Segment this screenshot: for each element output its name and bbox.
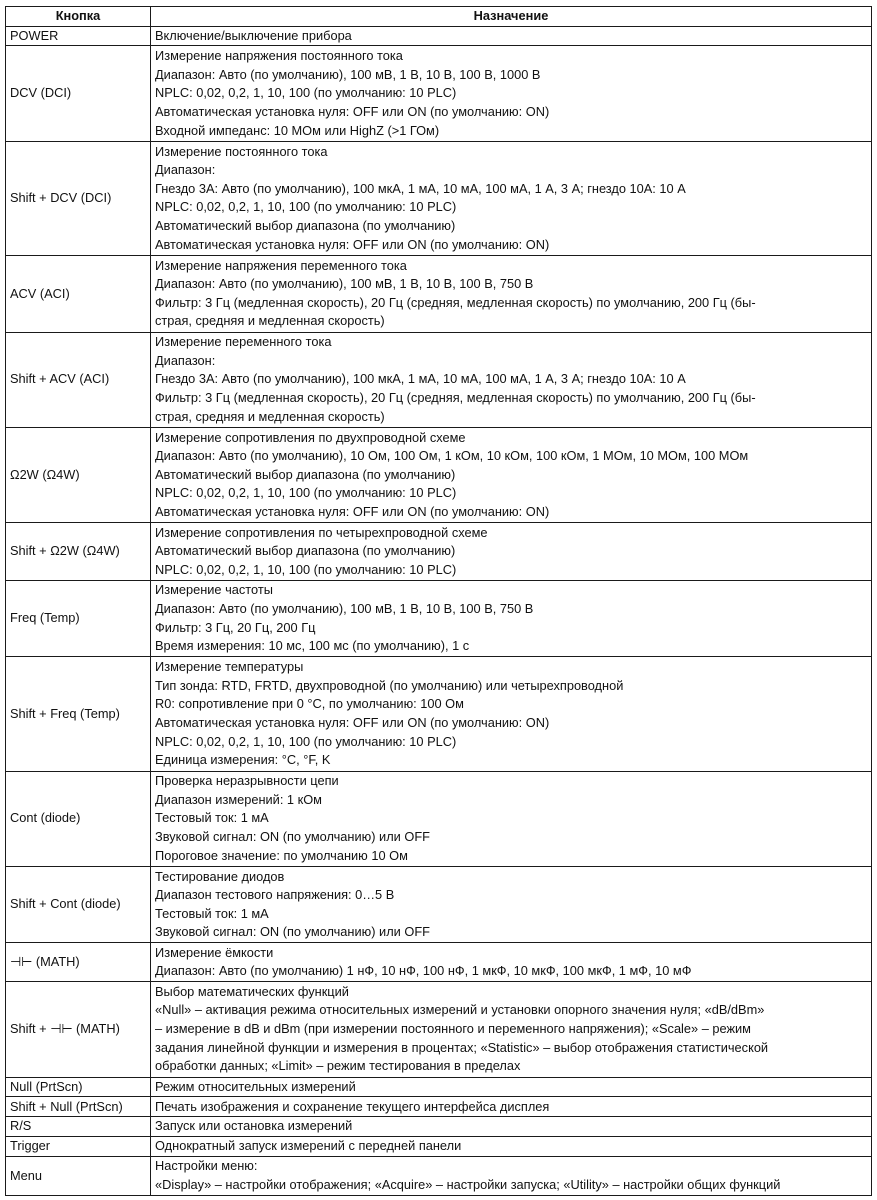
button-name-cell: R/S (6, 1117, 151, 1137)
purpose-line: Запуск или остановка измерений (155, 1118, 353, 1134)
table-row (6, 1077, 872, 1097)
purpose-line: Тестовый ток: 1 мА (155, 810, 269, 826)
purpose-line: Настройки меню: (155, 1158, 258, 1174)
table-row (6, 46, 872, 141)
purpose-cell (151, 1137, 872, 1157)
purpose-line: NPLC: 0,02, 0,2, 1, 10, 100 (по умолчанию: 10 PLC) (155, 485, 457, 501)
purpose-line: Проверка неразрывности цепи (155, 773, 339, 789)
purpose-line: Автоматический выбор диапазона (по умолчанию) (155, 466, 456, 482)
button-name-cell: Ω2W (Ω4W) (6, 427, 151, 522)
purpose-line: Единица измерения: °C, °F, K (155, 752, 331, 768)
purpose-cell (151, 427, 872, 522)
table-row (6, 427, 872, 522)
table-row (6, 1137, 872, 1157)
purpose-cell (151, 26, 872, 46)
purpose-cell (151, 256, 872, 332)
purpose-line: Автоматическая установка нуля: OFF или ON (по умолчанию: ON) (155, 103, 550, 119)
purpose-line: Тестовый ток: 1 мА (155, 905, 269, 921)
purpose-line: NPLC: 0,02, 0,2, 1, 10, 100 (по умолчанию: 10 PLC) (155, 733, 457, 749)
table-row (6, 1157, 872, 1196)
button-name-cell: ⊣⊢ (MATH) (6, 943, 151, 982)
purpose-line: Тип зонда: RTD, FRTD, двухпроводной (по умолчанию) или четырехпроводной (155, 677, 624, 693)
purpose-line: Измерение ёмкости (155, 944, 274, 960)
purpose-line: Однократный запуск измерений с передней панели (155, 1138, 462, 1154)
purpose-line: Автоматический выбор диапазона (по умолчанию) (155, 543, 456, 559)
purpose-line: задания линейной функции и измерения в процентах; «Statistic» – выбор отображения статистической (155, 1039, 769, 1055)
table-row (6, 1097, 872, 1117)
button-name-cell: Shift + Freq (Temp) (6, 657, 151, 771)
purpose-line: Фильтр: 3 Гц, 20 Гц, 200 Гц (155, 619, 316, 635)
purpose-line: Тестирование диодов (155, 868, 285, 884)
purpose-cell (151, 657, 872, 771)
table-row (6, 523, 872, 581)
table-row (6, 26, 872, 46)
purpose-line: NPLC: 0,02, 0,2, 1, 10, 100 (по умолчанию: 10 PLC) (155, 85, 457, 101)
purpose-cell (151, 943, 872, 982)
purpose-line: Входной импеданс: 10 МОм или HighZ (>1 ГОм) (155, 122, 440, 138)
button-name-cell: Shift + Ω2W (Ω4W) (6, 523, 151, 581)
purpose-line: Измерение частоты (155, 582, 273, 598)
purpose-line: Звуковой сигнал: ON (по умолчанию) или OFF (155, 924, 430, 940)
purpose-line: Время измерения: 10 мс, 100 мс (по умолчанию), 1 с (155, 638, 470, 654)
purpose-line: Диапазон: Авто (по умолчанию), 100 мВ, 1 В, 10 В, 100 В, 750 В (155, 276, 534, 292)
button-name-cell: Shift + ⊣⊢ (MATH) (6, 982, 151, 1077)
button-name-cell: Shift + Null (PrtScn) (6, 1097, 151, 1117)
purpose-line: Измерение напряжения постоянного тока (155, 48, 403, 64)
purpose-line: «Null» – активация режима относительных измерений и установки опорного значения нуля; «dB/dBm» (155, 1002, 765, 1018)
purpose-line: Режим относительных измерений (155, 1078, 356, 1094)
purpose-line: Диапазон: (155, 162, 216, 178)
purpose-line: Диапазон: Авто (по умолчанию), 100 мВ, 1 В, 10 В, 100 В, 750 В (155, 601, 534, 617)
table-row (6, 771, 872, 866)
purpose-line: Диапазон: Авто (по умолчанию), 10 Ом, 100 Ом, 1 кОм, 10 кОм, 100 кОм, 1 МОм, 10 МОм, 100 МОм (155, 448, 749, 464)
purpose-line: Диапазон: Авто (по умолчанию), 100 мВ, 1 В, 10 В, 100 В, 1000 В (155, 66, 541, 82)
button-name-cell: Cont (diode) (6, 771, 151, 866)
purpose-line: Измерение напряжения переменного тока (155, 257, 407, 273)
purpose-line: – измерение в dB и dBm (при измерении постоянного и переменного напряжения); «Scale» – режим (155, 1021, 751, 1037)
table-row (6, 332, 872, 427)
purpose-line: Автоматическая установка нуля: OFF или ON (по умолчанию: ON) (155, 714, 550, 730)
table-body (6, 26, 872, 1195)
table-row (6, 256, 872, 332)
table-row (6, 141, 872, 255)
purpose-line: обработки данных; «Limit» – режим тестирования в пределах (155, 1058, 521, 1074)
purpose-line: Диапазон: Авто (по умолчанию) 1 нФ, 10 нФ, 100 нФ, 1 мкФ, 10 мкФ, 100 мкФ, 1 мФ, 10 мФ (155, 963, 692, 979)
button-name-cell: DCV (DCI) (6, 46, 151, 141)
purpose-line: Диапазон измерений: 1 кОм (155, 791, 322, 807)
purpose-cell (151, 523, 872, 581)
purpose-cell (151, 771, 872, 866)
purpose-line: Пороговое значение: по умолчанию 10 Ом (155, 847, 408, 863)
table-header-row (6, 7, 872, 27)
purpose-line: Включение/выключение прибора (155, 27, 352, 43)
purpose-cell (151, 141, 872, 255)
button-name-cell: Menu (6, 1157, 151, 1196)
purpose-line: «Display» – настройки отображения; «Acquire» – настройки запуска; «Utility» – настройки общих функций (155, 1177, 781, 1193)
button-name-cell: Shift + ACV (ACI) (6, 332, 151, 427)
purpose-line: Гнездо 3А: Авто (по умолчанию), 100 мкА, 1 мА, 10 мА, 100 мА, 1 А, 3 А; гнездо 10А: 10 А (155, 180, 686, 196)
button-name-cell: Freq (Temp) (6, 580, 151, 656)
purpose-line: Измерение температуры (155, 659, 304, 675)
purpose-line: NPLC: 0,02, 0,2, 1, 10, 100 (по умолчанию: 10 PLC) (155, 199, 457, 215)
table-row (6, 866, 872, 942)
button-name-cell: ACV (ACI) (6, 256, 151, 332)
button-name-cell: Shift + DCV (DCI) (6, 141, 151, 255)
purpose-line: Фильтр: 3 Гц (медленная скорость), 20 Гц (средняя, медленная скорость) по умолчанию, 200 Гц (бы- (155, 294, 756, 310)
purpose-line: Диапазон тестового напряжения: 0…5 В (155, 887, 395, 903)
purpose-line: Выбор математических функций (155, 983, 349, 999)
table-row (6, 580, 872, 656)
header-purpose: Назначение (151, 7, 872, 27)
purpose-line: Измерение постоянного тока (155, 143, 328, 159)
button-name-cell: Trigger (6, 1137, 151, 1157)
purpose-line: Автоматическая установка нуля: OFF или ON (по умолчанию: ON) (155, 503, 550, 519)
purpose-line: страя, средняя и медленная скорость) (155, 408, 385, 424)
purpose-cell (151, 46, 872, 141)
table-row (6, 1117, 872, 1137)
button-name-cell: Null (PrtScn) (6, 1077, 151, 1097)
purpose-line: Автоматический выбор диапазона (по умолчанию) (155, 218, 456, 234)
purpose-line: страя, средняя и медленная скорость) (155, 313, 385, 329)
purpose-cell (151, 982, 872, 1077)
table-row (6, 657, 872, 771)
purpose-line: R0: сопротивление при 0 °C, по умолчанию: 100 Ом (155, 696, 464, 712)
header-button: Кнопка (6, 7, 151, 27)
table-row (6, 943, 872, 982)
purpose-cell (151, 1117, 872, 1137)
purpose-line: Фильтр: 3 Гц (медленная скорость), 20 Гц (средняя, медленная скорость) по умолчанию, 200 Гц (бы- (155, 390, 756, 406)
purpose-line: Измерение сопротивления по двухпроводной схеме (155, 429, 466, 445)
purpose-line: NPLC: 0,02, 0,2, 1, 10, 100 (по умолчанию: 10 PLC) (155, 561, 457, 577)
purpose-line: Гнездо 3А: Авто (по умолчанию), 100 мкА, 1 мА, 10 мА, 100 мА, 1 А, 3 А; гнездо 10А: 10 А (155, 371, 686, 387)
purpose-line: Печать изображения и сохранение текущего интерфейса дисплея (155, 1098, 550, 1114)
button-name-cell: Shift + Cont (diode) (6, 866, 151, 942)
purpose-cell (151, 580, 872, 656)
buttons-table (5, 6, 872, 1196)
purpose-line: Измерение переменного тока (155, 334, 332, 350)
purpose-cell (151, 1077, 872, 1097)
purpose-cell (151, 1157, 872, 1196)
purpose-cell (151, 866, 872, 942)
button-name-cell: POWER (6, 26, 151, 46)
table-row (6, 982, 872, 1077)
purpose-line: Автоматическая установка нуля: OFF или ON (по умолчанию: ON) (155, 236, 550, 252)
purpose-cell (151, 1097, 872, 1117)
purpose-cell (151, 332, 872, 427)
purpose-line: Звуковой сигнал: ON (по умолчанию) или OFF (155, 829, 430, 845)
purpose-line: Диапазон: (155, 352, 216, 368)
purpose-line: Измерение сопротивления по четырехпроводной схеме (155, 524, 488, 540)
